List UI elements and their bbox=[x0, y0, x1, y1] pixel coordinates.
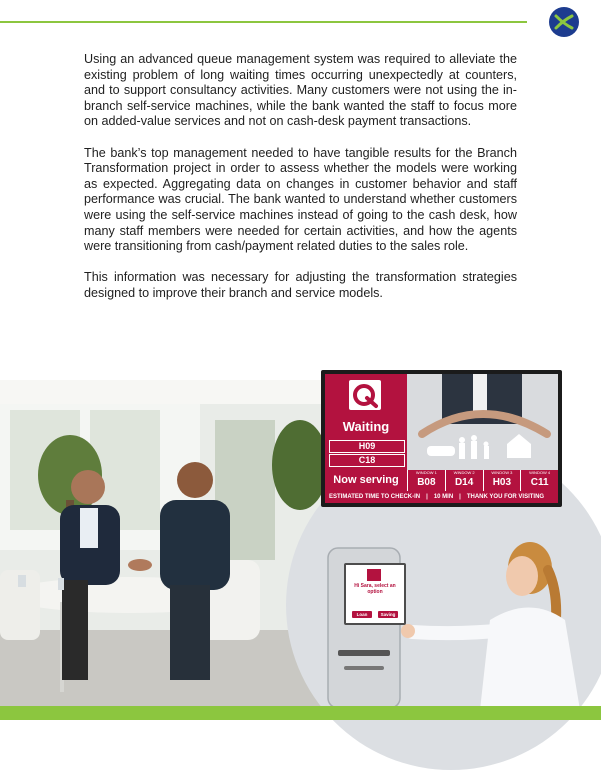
window-row bbox=[407, 470, 558, 491]
kiosk-greeting: Hi Sara, select an option bbox=[354, 583, 396, 595]
display-side-panel bbox=[325, 374, 407, 491]
now-serving-label: Now serving bbox=[333, 474, 399, 486]
window-cell bbox=[446, 470, 483, 491]
waiting-ticket: H09 bbox=[329, 440, 405, 453]
kiosk-option-loan[interactable]: Loan bbox=[352, 611, 372, 618]
paragraph-2: The bank’s top management needed to have tangible results for the Branch Transformation project in order to assess whether the models were working as expected. Aggregating data on changes in customer behavior and staff performance was crucial. The bank wanted to understand whether customers were using the self-service machines instead of going to the cash desk, how many staff members were needed for certain activities, and how the agents were transitioning from cash/payment related duties to the sales role. bbox=[84, 145, 517, 254]
window-label: WINDOW 2 bbox=[453, 470, 475, 475]
paragraph-3: This information was necessary for adjusting the transformation strategies designed to improve their branch and service models. bbox=[84, 270, 517, 300]
window-label: WINDOW 4 bbox=[529, 470, 551, 475]
window-code: B08 bbox=[417, 477, 436, 488]
ticker-estimated-value: 10 MIN bbox=[433, 494, 454, 500]
window-code: H03 bbox=[492, 477, 512, 488]
ticker-estimated-label: ESTIMATED TIME TO CHECK-IN bbox=[329, 494, 421, 500]
waiting-label: Waiting bbox=[342, 419, 390, 434]
paragraph-1: Using an advanced queue management system was required to alleviate the existing problem of long waiting times occurring unexpectedly at counters, and to support consultancy activities. Many customers were not using the in-branch self-service machines, while the bank wanted the staff to focus more on added-value services and not on cash-desk payment transactions. bbox=[84, 52, 517, 129]
ticker-divider: | bbox=[426, 494, 428, 500]
kiosk-logo-icon bbox=[367, 569, 381, 581]
office-meeting-photo bbox=[0, 380, 340, 710]
window-label: WINDOW 1 bbox=[415, 470, 437, 475]
display-ticker bbox=[325, 491, 558, 503]
window-code: C11 bbox=[530, 477, 549, 488]
queue-logo-icon bbox=[349, 380, 381, 410]
body-text bbox=[84, 52, 517, 317]
window-code: D14 bbox=[454, 477, 474, 488]
window-cell bbox=[408, 470, 445, 491]
queue-display bbox=[321, 370, 562, 507]
insurance-photo bbox=[407, 374, 558, 470]
company-logo-icon bbox=[548, 6, 580, 38]
kiosk-option-saving[interactable]: Saving bbox=[378, 611, 398, 618]
window-cell bbox=[484, 470, 521, 491]
waiting-ticket: C18 bbox=[329, 454, 405, 467]
header-rule bbox=[0, 21, 527, 23]
ticker-divider: | bbox=[459, 494, 461, 500]
ticker-thanks: THANK YOU FOR VISITING bbox=[466, 494, 545, 500]
footer-band bbox=[0, 706, 601, 720]
window-cell bbox=[521, 470, 558, 491]
kiosk-screen bbox=[344, 563, 406, 625]
window-label: WINDOW 3 bbox=[491, 470, 513, 475]
